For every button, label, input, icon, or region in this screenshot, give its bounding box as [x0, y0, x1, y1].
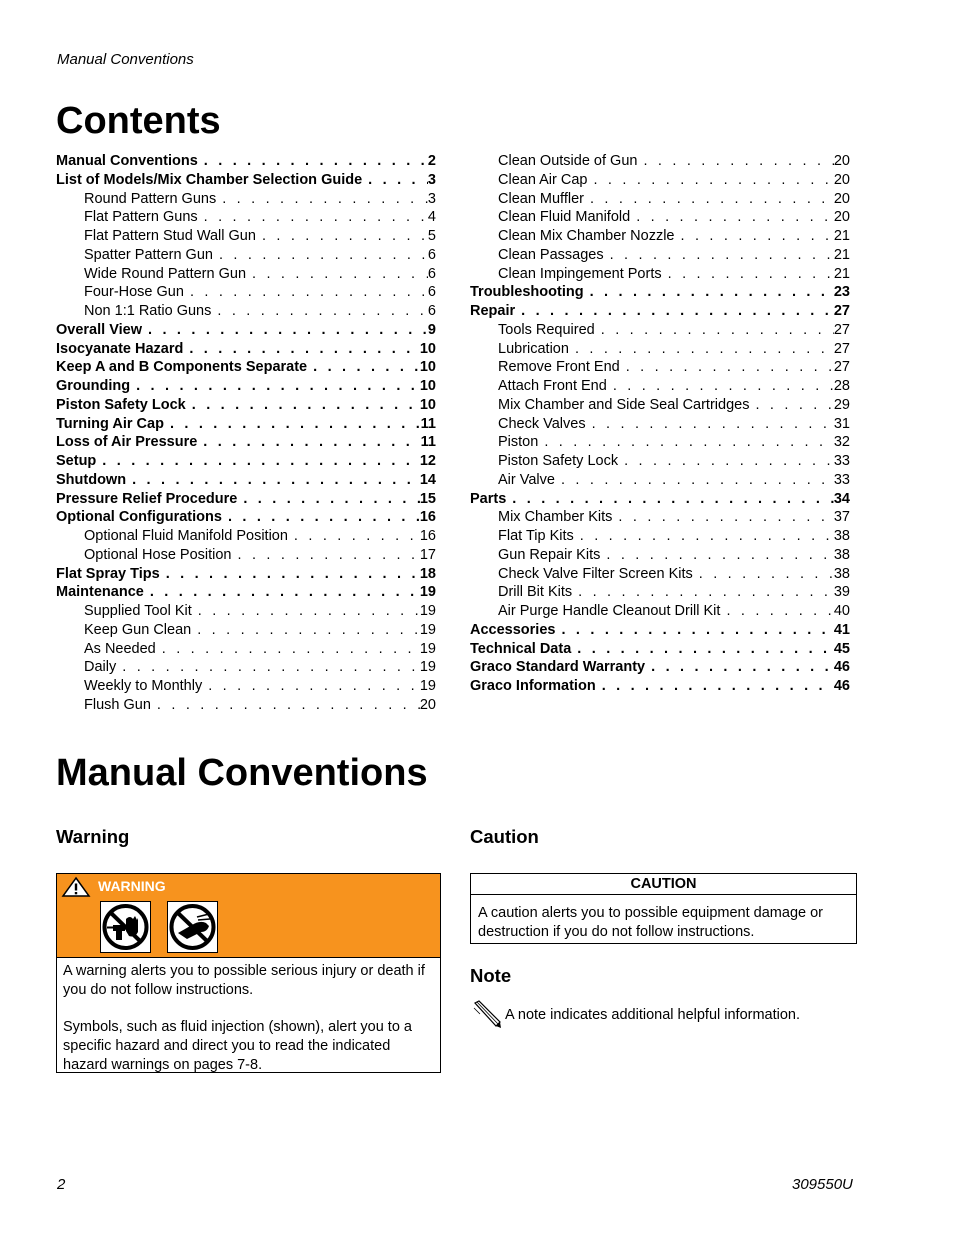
toc-dot-leader	[183, 340, 420, 359]
toc-dot-leader	[232, 546, 420, 565]
toc-entry-page: 5	[427, 228, 436, 244]
toc-entry-page: 3	[427, 190, 436, 207]
toc-dot-leader	[151, 696, 420, 715]
toc-entry-title: Flat Spray Tips	[56, 565, 160, 582]
running-header: Manual Conventions	[57, 51, 194, 68]
toc-entry-page: 20	[833, 209, 850, 226]
toc-entry[interactable]	[470, 490, 850, 509]
toc-entry[interactable]	[56, 377, 436, 396]
toc-entry[interactable]	[56, 433, 436, 452]
toc-entry-page: 21	[833, 246, 850, 263]
toc-entry[interactable]	[56, 527, 436, 546]
toc-dot-leader	[693, 565, 834, 584]
toc-entry-page: 27	[833, 359, 850, 376]
toc-entry-title: Optional Hose Position	[84, 546, 232, 563]
toc-dot-leader	[160, 565, 420, 584]
toc-entry-title: Manual Conventions	[56, 153, 198, 169]
toc-entry-title: Tools Required	[498, 321, 595, 338]
toc-entry-title: Air Purge Handle Cleanout Drill Kit	[498, 603, 721, 619]
toc-entry[interactable]	[56, 621, 436, 640]
toc-entry[interactable]	[56, 227, 436, 246]
toc-entry-page: 29	[833, 396, 850, 413]
toc-entry-page: 27	[833, 303, 850, 319]
toc-entry-page: 45	[833, 640, 850, 657]
toc-entry[interactable]	[470, 302, 850, 321]
warning-box	[56, 873, 441, 1073]
toc-entry-page: 6	[427, 303, 436, 319]
toc-entry[interactable]	[56, 265, 436, 284]
toc-entry-title: Optional Configurations	[56, 509, 222, 526]
toc-entry-title: Shutdown	[56, 471, 127, 488]
toc-entry-title: Air Valve	[498, 471, 555, 488]
toc-entry-page: 20	[833, 190, 850, 207]
fluid-injection-prohibited-icon	[100, 901, 151, 953]
toc-entry-title: Mix Chamber Kits	[498, 509, 613, 526]
toc-entry-title: Graco Information	[470, 678, 596, 694]
toc-entry[interactable]	[56, 152, 436, 171]
warning-label: WARNING	[98, 878, 166, 894]
toc-entry-title: Weekly to Monthly	[84, 678, 203, 694]
warning-symbols-paragraph: Symbols, such as fluid injection (shown), alert you to a specific hazard and direct you to read the indicated hazard warnings on pages 7-8.	[63, 1019, 412, 1073]
toc-left-column	[56, 152, 436, 715]
toc-entry[interactable]	[470, 452, 850, 471]
toc-dot-leader	[116, 658, 420, 677]
toc-entry-title: Clean Mix Chamber Nozzle	[498, 228, 675, 244]
toc-entry-page: 19	[419, 659, 436, 676]
toc-entry-page: 20	[833, 153, 850, 169]
toc-entry-title: Mix Chamber and Side Seal Cartridges	[498, 396, 750, 413]
toc-entry[interactable]	[470, 471, 850, 490]
toc-dot-leader	[96, 452, 420, 471]
toc-entry-page: 20	[419, 696, 436, 713]
toc-entry-page: 27	[833, 340, 850, 357]
toc-dot-leader	[126, 471, 420, 490]
toc-entry-page: 28	[833, 378, 850, 394]
toc-entry-page: 10	[419, 340, 436, 357]
toc-entry-title: Clean Passages	[498, 246, 604, 263]
toc-entry-title: Clean Outside of Gun	[498, 153, 638, 169]
skin-injection-prohibited-icon	[167, 901, 218, 953]
toc-entry-title: Flat Tip Kits	[498, 528, 574, 544]
toc-dot-leader	[222, 508, 420, 527]
pencil-icon	[472, 999, 502, 1029]
toc-dot-leader	[586, 415, 834, 434]
note-text: A note indicates additional helpful information.	[505, 1007, 801, 1023]
toc-entry[interactable]	[470, 508, 850, 527]
toc-entry-page: 2	[427, 153, 436, 169]
toc-dot-leader	[213, 246, 428, 265]
note-heading: Note	[470, 965, 512, 986]
toc-entry[interactable]	[56, 358, 436, 377]
toc-entry-title: Optional Fluid Manifold Position	[84, 528, 288, 544]
toc-entry-page: 16	[419, 509, 436, 526]
toc-entry-page: 12	[419, 453, 436, 469]
toc-entry[interactable]	[470, 208, 850, 227]
toc-entry-title: Flat Pattern Guns	[84, 209, 198, 226]
toc-entry[interactable]	[470, 527, 850, 546]
toc-entry-title: Repair	[470, 303, 516, 319]
toc-entry-page: 19	[419, 584, 436, 601]
toc-entry-page: 11	[420, 434, 436, 451]
toc-entry-page: 11	[420, 415, 436, 432]
toc-dot-leader	[645, 658, 834, 677]
toc-dot-leader	[237, 490, 420, 509]
contents-title: Contents	[56, 100, 221, 142]
toc-entry-title: Drill Bit Kits	[498, 584, 573, 601]
toc-entry-title: Parts	[470, 490, 507, 507]
toc-entry[interactable]	[470, 265, 850, 284]
toc-entry[interactable]	[470, 227, 850, 246]
toc-entry[interactable]	[470, 321, 850, 340]
toc-entry[interactable]	[470, 658, 850, 677]
toc-entry[interactable]	[56, 190, 436, 209]
toc-entry-page: 41	[833, 621, 850, 638]
toc-entry-page: 38	[833, 528, 850, 544]
toc-dot-leader	[596, 677, 834, 696]
toc-dot-leader	[506, 490, 834, 509]
toc-entry[interactable]	[470, 152, 850, 171]
toc-dot-leader	[142, 321, 428, 340]
toc-entry-page: 15	[419, 490, 436, 507]
toc-entry-page: 37	[833, 509, 850, 526]
toc-dot-leader	[587, 171, 833, 190]
caution-label: CAUTION	[471, 874, 856, 895]
toc-entry[interactable]	[470, 415, 850, 434]
caution-box	[470, 873, 857, 944]
toc-entry-title: Supplied Tool Kit	[84, 603, 192, 619]
toc-entry-page: 17	[419, 546, 436, 563]
toc-entry-page: 38	[833, 546, 850, 563]
toc-entry-page: 39	[833, 584, 850, 601]
toc-entry-title: Pressure Relief Procedure	[56, 490, 238, 507]
toc-entry-page: 19	[419, 640, 436, 657]
warning-heading: Warning	[56, 826, 130, 847]
toc-dot-leader	[571, 640, 834, 659]
toc-entry[interactable]	[56, 640, 436, 659]
toc-entry[interactable]	[470, 433, 850, 452]
toc-entry-page: 27	[833, 321, 850, 338]
toc-entry-page: 34	[833, 490, 850, 507]
toc-entry[interactable]	[56, 302, 436, 321]
toc-entry-page: 20	[833, 171, 850, 188]
toc-entry-page: 4	[427, 209, 436, 226]
toc-entry-title: Check Valve Filter Screen Kits	[498, 565, 693, 582]
toc-entry-title: Grounding	[56, 378, 131, 394]
toc-entry-page: 32	[833, 434, 850, 451]
toc-entry[interactable]	[56, 508, 436, 527]
toc-entry-title: Non 1:1 Ratio Guns	[84, 303, 212, 319]
toc-entry-page: 31	[833, 415, 850, 432]
toc-entry-page: 18	[419, 565, 436, 582]
toc-entry-page: 46	[833, 678, 850, 694]
toc-entry[interactable]	[56, 396, 436, 415]
toc-entry-title: Overall View	[56, 321, 142, 338]
toc-entry[interactable]	[56, 415, 436, 434]
toc-right-column	[470, 152, 850, 696]
toc-entry-page: 16	[419, 528, 436, 544]
toc-entry[interactable]	[56, 171, 436, 190]
toc-entry[interactable]	[56, 283, 436, 302]
toc-entry-title: Turning Air Cap	[56, 415, 164, 432]
toc-dot-leader	[216, 190, 428, 209]
caution-heading: Caution	[470, 826, 539, 847]
toc-entry[interactable]	[470, 377, 850, 396]
toc-dot-leader	[191, 621, 420, 640]
toc-entry-title: Clean Air Cap	[498, 171, 588, 188]
toc-entry[interactable]	[56, 208, 436, 227]
toc-entry-page: 19	[419, 603, 436, 619]
toc-entry[interactable]	[470, 396, 850, 415]
toc-entry[interactable]	[56, 602, 436, 621]
toc-dot-leader	[662, 265, 834, 284]
toc-dot-leader	[569, 340, 834, 359]
toc-entry-page: 14	[419, 471, 436, 488]
toc-entry-page: 38	[833, 565, 850, 582]
toc-entry[interactable]	[56, 546, 436, 565]
toc-entry[interactable]	[470, 621, 850, 640]
toc-entry-title: Round Pattern Guns	[84, 190, 217, 207]
toc-entry[interactable]	[470, 677, 850, 696]
toc-dot-leader	[202, 677, 420, 696]
toc-dot-leader	[211, 302, 428, 321]
toc-entry-page: 21	[833, 265, 850, 282]
toc-entry-page: 6	[427, 246, 436, 263]
toc-entry-title: Accessories	[470, 621, 556, 638]
toc-dot-leader	[198, 208, 428, 227]
toc-entry-title: Piston Safety Lock	[56, 396, 186, 413]
toc-entry[interactable]	[56, 246, 436, 265]
toc-dot-leader	[604, 246, 834, 265]
toc-dot-leader	[720, 602, 833, 621]
toc-dot-leader	[584, 283, 834, 302]
toc-entry[interactable]	[470, 583, 850, 602]
toc-entry-title: Gun Repair Kits	[498, 546, 601, 563]
toc-entry[interactable]	[56, 321, 436, 340]
toc-entry-page: 10	[419, 359, 436, 376]
toc-entry-title: Daily	[84, 659, 117, 676]
toc-entry[interactable]	[56, 565, 436, 584]
toc-entry[interactable]	[470, 190, 850, 209]
toc-dot-leader	[184, 283, 428, 302]
toc-entry-page: 6	[427, 265, 436, 282]
toc-dot-leader	[637, 152, 833, 171]
toc-dot-leader	[618, 452, 834, 471]
toc-dot-leader	[198, 152, 428, 171]
toc-dot-leader	[612, 508, 833, 527]
toc-entry-title: Graco Standard Warranty	[470, 659, 646, 676]
toc-entry-page: 19	[419, 621, 436, 638]
toc-dot-leader	[197, 433, 420, 452]
toc-dot-leader	[607, 377, 834, 396]
toc-entry-title: Spatter Pattern Gun	[84, 246, 213, 263]
toc-dot-leader	[584, 190, 834, 209]
toc-entry-title: Four-Hose Gun	[84, 284, 184, 301]
warning-body	[57, 958, 440, 1075]
toc-entry[interactable]	[56, 677, 436, 696]
toc-dot-leader	[595, 321, 834, 340]
toc-entry[interactable]	[56, 583, 436, 602]
toc-entry-title: Loss of Air Pressure	[56, 434, 198, 451]
toc-entry-page: 33	[833, 471, 850, 488]
toc-entry-title: Technical Data	[470, 640, 572, 657]
toc-entry[interactable]	[56, 471, 436, 490]
toc-entry-title: Remove Front End	[498, 359, 620, 376]
toc-dot-leader	[130, 377, 420, 396]
toc-entry[interactable]	[56, 452, 436, 471]
toc-entry[interactable]	[470, 283, 850, 302]
toc-entry-page: 3	[427, 171, 436, 188]
toc-entry-title: Isocyanate Hazard	[56, 340, 184, 357]
warning-band	[57, 874, 440, 958]
toc-dot-leader	[256, 227, 428, 246]
toc-entry-title: Troubleshooting	[470, 284, 584, 301]
toc-dot-leader	[192, 602, 420, 621]
toc-entry-page: 21	[833, 228, 850, 244]
toc-dot-leader	[600, 546, 834, 565]
toc-dot-leader	[144, 583, 420, 602]
toc-dot-leader	[555, 621, 833, 640]
toc-entry-title: Lubrication	[498, 340, 569, 357]
toc-entry-title: Setup	[56, 453, 97, 469]
toc-entry-page: 9	[427, 321, 436, 338]
toc-dot-leader	[555, 471, 834, 490]
toc-dot-leader	[515, 302, 834, 321]
toc-entry[interactable]	[56, 658, 436, 677]
toc-entry[interactable]	[470, 602, 850, 621]
toc-dot-leader	[156, 640, 420, 659]
toc-entry-title: Check Valves	[498, 415, 586, 432]
toc-dot-leader	[186, 396, 420, 415]
warning-triangle-icon	[61, 876, 91, 898]
toc-entry[interactable]	[470, 565, 850, 584]
toc-entry-title: Maintenance	[56, 584, 144, 601]
toc-entry[interactable]	[470, 340, 850, 359]
toc-dot-leader	[572, 583, 834, 602]
toc-entry[interactable]	[56, 696, 436, 715]
toc-dot-leader	[307, 358, 420, 377]
toc-entry-title: Piston Safety Lock	[498, 453, 619, 469]
section-title: Manual Conventions	[56, 752, 428, 794]
toc-entry-title: Clean Impingement Ports	[498, 265, 662, 282]
caution-body: A caution alerts you to possible equipment damage or destruction if you do not follow instructions.	[478, 905, 823, 940]
toc-dot-leader	[630, 208, 834, 227]
toc-entry[interactable]	[470, 171, 850, 190]
toc-entry-page: 10	[419, 378, 436, 394]
page-number: 2	[57, 1176, 66, 1193]
toc-entry-title: Keep A and B Components Separate	[56, 359, 308, 376]
toc-entry-title: As Needed	[84, 640, 156, 657]
toc-dot-leader	[288, 527, 420, 546]
document-number: 309550U	[792, 1176, 853, 1193]
toc-entry-title: Flat Pattern Stud Wall Gun	[84, 228, 256, 244]
toc-entry-page: 19	[419, 678, 436, 694]
toc-entry[interactable]	[470, 546, 850, 565]
toc-entry-page: 40	[833, 603, 850, 619]
toc-entry-title: Flush Gun	[84, 696, 151, 713]
toc-entry[interactable]	[56, 340, 436, 359]
toc-entry-title: Keep Gun Clean	[84, 621, 192, 638]
toc-entry[interactable]	[470, 246, 850, 265]
toc-entry[interactable]	[470, 640, 850, 659]
toc-entry-page: 10	[419, 396, 436, 413]
toc-entry-page: 46	[833, 659, 850, 676]
toc-dot-leader	[620, 358, 834, 377]
toc-entry-title: Attach Front End	[498, 378, 607, 394]
toc-entry-page: 33	[833, 453, 850, 469]
toc-entry-title: Wide Round Pattern Gun	[84, 265, 247, 282]
toc-entry-title: Clean Muffler	[498, 190, 584, 207]
toc-dot-leader	[246, 265, 428, 284]
toc-entry[interactable]	[56, 490, 436, 509]
toc-dot-leader	[164, 415, 421, 434]
warning-paragraph: A warning alerts you to possible serious injury or death if you do not follow instructions.	[63, 963, 425, 998]
toc-entry-page: 23	[833, 284, 850, 301]
toc-dot-leader	[749, 396, 833, 415]
toc-entry-title: Clean Fluid Manifold	[498, 209, 631, 226]
toc-entry-title: Piston	[498, 434, 539, 451]
toc-dot-leader	[538, 433, 834, 452]
toc-dot-leader	[574, 527, 834, 546]
toc-dot-leader	[362, 171, 428, 190]
toc-entry-page: 6	[427, 284, 436, 301]
toc-entry[interactable]	[470, 358, 850, 377]
toc-entry-title: List of Models/Mix Chamber Selection Guide	[56, 171, 363, 188]
toc-dot-leader	[674, 227, 833, 246]
